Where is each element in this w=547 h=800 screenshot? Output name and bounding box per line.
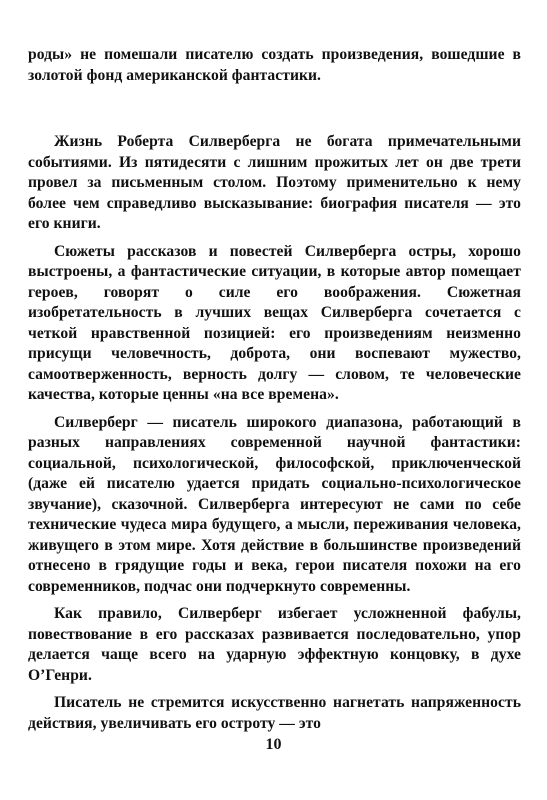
paragraph-2: Сюжеты рассказов и повестей Силверберга остры, хорошо выстроены, а фантастические ситуации, в которые автор помещает героев, говорят о силе его воображения. Сюжетная изобретательность в лучших вещах Силверберга сочетается с четкой нравственной позицией: его произведениям неизменно присущи человечность, доброта, они воспевают мужество, самоотверженность, верность долгу — словом, те человеческие качества, которые ценны «на все времена». [28, 242, 521, 403]
paragraph-4: Как правило, Силверберг избегает усложненной фабулы, повествование в его рассказах развивается последовательно, упор делается чаще всего на ударную эффектную концовку, в духе О’Генри. [28, 605, 521, 684]
paragraph-5: Писатель не стремится искусственно нагнетать напряженность действия, увеличивать его остроту — это [28, 694, 521, 732]
paragraph-3: Силверберг — писатель широкого диапазона, работающий в разных направлениях современной научной фантастики: социальной, психологической, философской, приключенческой (даже ей писателю удается придать социально-психологическое звучание), сказочной. Силверберга интересуют не сами по себе технические чудеса мира будущего, а мысли, переживания человека, живущего в этом мире. Хотя действие в большинстве произведений отнесено в грядущие годы и века, герои писателя похожи на его современников, подчас они подчеркнуто современны. [28, 413, 521, 595]
paragraph-1: Жизнь Роберта Силверберга не богата примечательными событиями. Из пятидесяти с лишним прожитых лет он две трети провел за письменным столом. Поэтому применительно к нему более чем справедливо высказывание: биография писателя — это его книги. [28, 133, 521, 232]
main-text [28, 132, 521, 741]
paragraph-continuation: роды» не помешали писателю создать произведения, вошедшие в золотой фонд американской фантастики. [28, 46, 521, 84]
page-number: 10 [265, 736, 282, 753]
